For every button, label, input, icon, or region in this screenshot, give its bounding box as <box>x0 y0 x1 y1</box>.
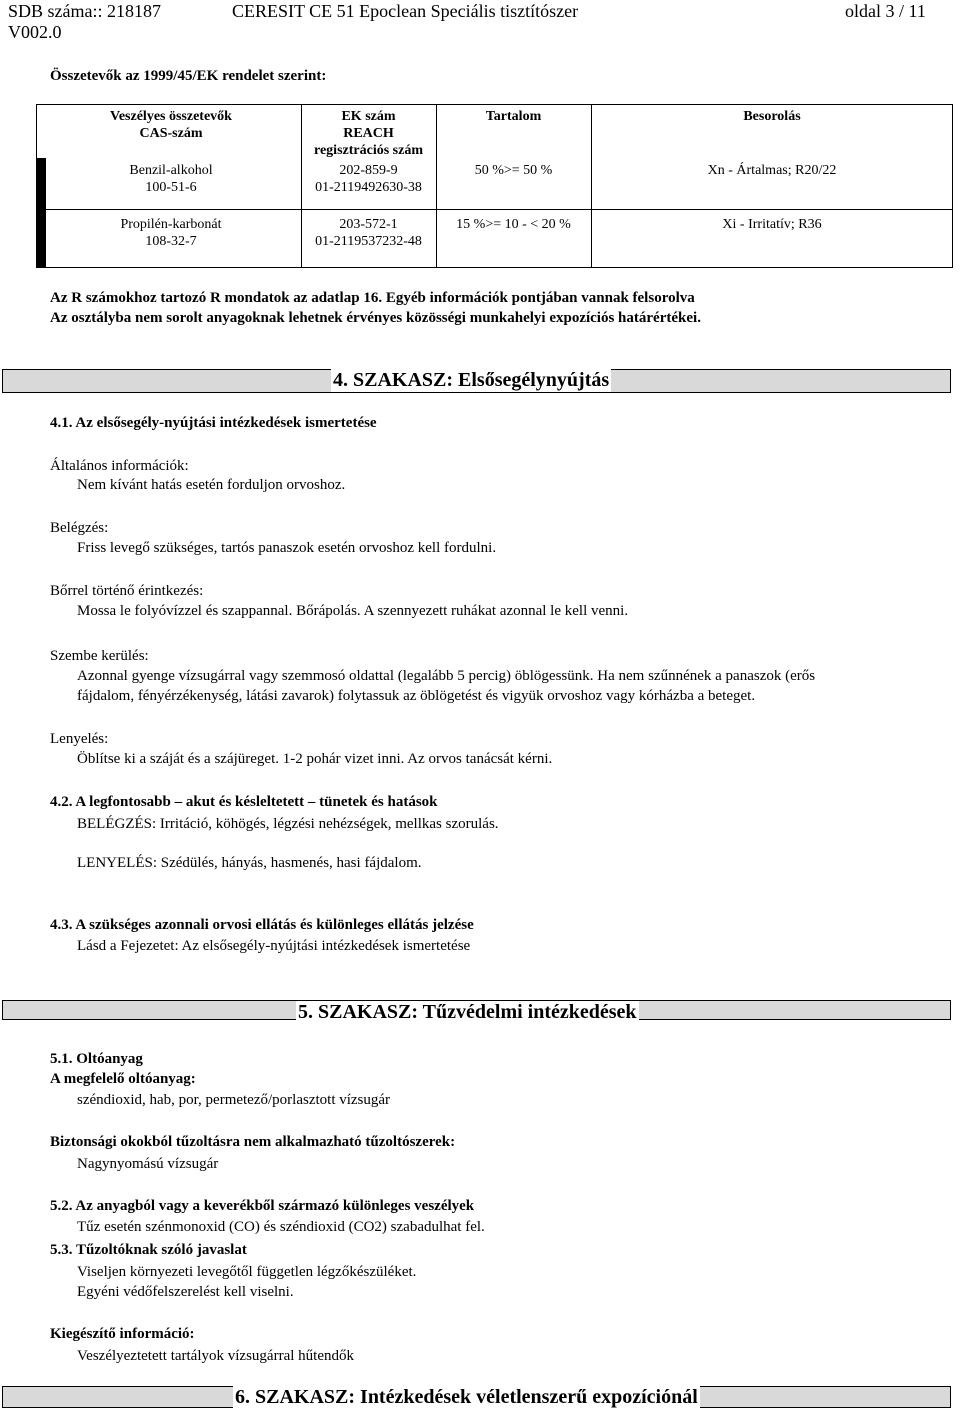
suitable-media-text: széndioxid, hab, por, permetező/porlasztott vízsugár <box>77 1092 391 1108</box>
s42-title: 4.2. A legfontosabb – akut és késleltetett – tünetek és hatások <box>50 794 438 810</box>
row2-name: Propilén-karbonát <box>120 217 222 232</box>
product-name: CERESIT CE 51 Epoclean Speciális tisztítószer <box>232 1 579 21</box>
section6-title: 6. SZAKASZ: Intézkedések véletlenszerű expozíciónál <box>235 1386 698 1408</box>
s43-title: 4.3. A szükséges azonnali orvosi ellátás és különleges ellátás jelzése <box>50 917 474 933</box>
col-header-cas: CAS-szám <box>139 126 203 141</box>
inhalation-label: Belégzés: <box>50 520 109 536</box>
additional-info-text: Veszélyeztetett tartályok vízsugárral hűtendők <box>77 1348 354 1364</box>
col-header-ec: EK szám <box>341 109 396 124</box>
additional-info-label: Kiegészítő információ: <box>50 1326 195 1342</box>
s41-title: 4.1. Az elsősegély-nyújtási intézkedések ismertetése <box>50 415 377 431</box>
s42-inhalation: BELÉGZÉS: Irritáció, köhögés, légzési nehézségek, mellkas szorulás. <box>77 816 499 832</box>
s53-title: 5.3. Tűzoltóknak szóló javaslat <box>50 1242 247 1258</box>
row2-reach: 01-2119537232-48 <box>315 234 422 249</box>
section5-title: 5. SZAKASZ: Tűzvédelmi intézkedések <box>298 1001 637 1023</box>
s43-text: Lásd a Fejezetet: Az elsősegély-nyújtási intézkedések ismertetése <box>77 938 471 954</box>
col-header-reach-reg: regisztrációs szám <box>314 143 423 158</box>
section4-title: 4. SZAKASZ: Elsősegélynyújtás <box>333 369 610 391</box>
col-header-ingredients: Veszélyes összetevők <box>110 109 232 124</box>
version: V002.0 <box>8 22 62 42</box>
sdb-number: SDB száma:: 218187 <box>8 1 161 21</box>
row2-classification: Xi - Irritatív; R36 <box>722 217 822 232</box>
row1-ec: 202-859-9 <box>339 163 398 178</box>
suitable-media-label: A megfelelő oltóanyag: <box>50 1071 196 1087</box>
unsuitable-media-label: Biztonsági okokból tűzoltásra nem alkalmazható tűzoltószerek: <box>50 1134 456 1150</box>
s42-ingestion: LENYELÉS: Szédülés, hányás, hasmenés, hasi fájdalom. <box>77 855 422 871</box>
page-number: oldal 3 / 11 <box>845 1 926 21</box>
r-phrases-note: Az R számokhoz tartozó R mondatok az adatlap 16. Egyéb információk pontjában vannak felsorolva <box>50 290 695 306</box>
row1-name: Benzil-alkohol <box>129 163 213 178</box>
s53-text-line1: Viseljen környezeti levegőtől független légzőkészüléket. <box>77 1264 417 1280</box>
ingestion-label: Lenyelés: <box>50 731 109 747</box>
col-header-reach: REACH <box>343 126 394 141</box>
ingestion-text: Öblítse ki a száját és a szájüreget. 1-2 pohár vizet inni. Az orvos tanácsát kérni. <box>77 751 553 767</box>
s52-text: Tűz esetén szénmonoxid (CO) és széndioxid (CO2) szabadulhat fel. <box>77 1219 485 1235</box>
eye-text-line1: Azonnal gyenge vízsugárral vagy szemmosó oldattal (legalább 5 percig) öblögessünk. Ha nem szűnnének a panaszok (erős <box>77 668 816 684</box>
s52-title: 5.2. Az anyagból vagy a keverékből származó különleges veszélyek <box>50 1198 475 1214</box>
col-header-classification: Besorolás <box>743 109 801 124</box>
row1-content: 50 %>= 50 % <box>474 163 553 178</box>
eye-label: Szembe kerülés: <box>50 648 149 664</box>
s53-text-line2: Egyéni védőfelszerelést kell viselni. <box>77 1284 294 1300</box>
exposure-limits-note: Az osztályba nem sorolt anyagoknak lehetnek érvényes közösségi munkahelyi expozíciós határértékei. <box>50 310 701 326</box>
composition-title: Összetevők az 1999/45/EK rendelet szerint: <box>50 68 327 84</box>
row1-reach: 01-2119492630-38 <box>315 180 422 195</box>
s51-title: 5.1. Oltóanyag <box>50 1051 143 1067</box>
general-label: Általános információk: <box>50 458 189 474</box>
row2-cas: 108-32-7 <box>145 234 197 249</box>
row2-ec: 203-572-1 <box>339 217 398 232</box>
eye-text-line2: fájdalom, fényérzékenység, látási zavarok) folytassuk az öblögetést és vigyük orvoshoz vagy kórházba a beteget. <box>77 688 756 704</box>
row1-cas: 100-51-6 <box>145 180 197 195</box>
skin-label: Bőrrel történő érintkezés: <box>50 583 204 599</box>
skin-text: Mossa le folyóvízzel és szappannal. Bőrápolás. A szennyezett ruhákat azonnal le kell venni. <box>77 603 629 619</box>
row2-content: 15 %>= 10 - < 20 % <box>456 217 571 232</box>
general-text: Nem kívánt hatás esetén forduljon orvoshoz. <box>77 477 346 493</box>
row1-classification: Xn - Ártalmas; R20/22 <box>707 163 837 178</box>
col-header-content: Tartalom <box>485 109 542 124</box>
unsuitable-media-text: Nagynyomású vízsugár <box>77 1156 219 1172</box>
composition-table <box>36 104 953 268</box>
inhalation-text: Friss levegő szükséges, tartós panaszok esetén orvoshoz kell fordulni. <box>77 540 497 556</box>
